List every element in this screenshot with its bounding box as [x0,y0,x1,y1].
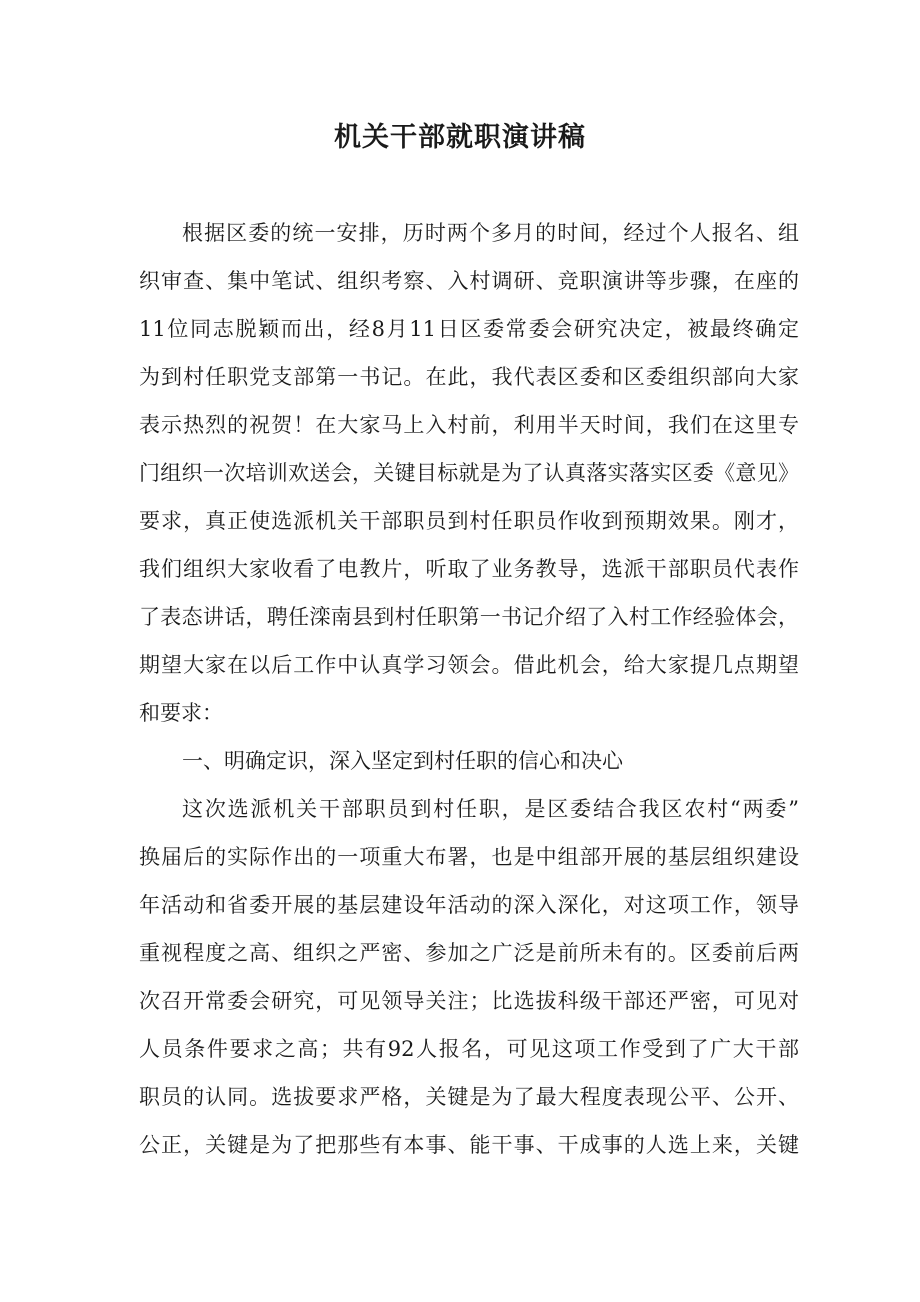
body-line: 为到村任职党支部第一书记。在此，我代表区委和区委组织部向大家 [139,365,799,389]
body-line: 织审查、集中笔试、组织考察、入村调研、竞职演讲等步骤，在座的 [139,269,799,293]
body-line: 表示热烈的祝贺！在大家马上入村前，利用半天时间，我们在这里专 [139,413,799,437]
section-heading: 一、明确定识，深入坚定到村任职的信心和决心 [182,749,623,773]
document-title: 机关干部就职演讲稿 [334,122,586,153]
body-line: 11位同志脱颖而出，经8月11日区委常委会研究决定，被最终确定 [139,317,799,341]
body-line: 重视程度之高、组织之严密、参加之广泛是前所未有的。区委前后两 [139,941,799,965]
body-line: 次召开常委会研究，可见领导关注；比选拔科级干部还严密，可见对 [139,989,799,1013]
body-line: 我们组织大家收看了电教片，听取了业务教导，选派干部职员代表作 [139,557,799,581]
body-line: 要求，真正使选派机关干部职员到村任职员作收到预期效果。刚才， [139,509,799,533]
body-line: 年活动和省委开展的基层建设年活动的深入深化，对这项工作，领导 [139,893,799,917]
body-line: 换届后的实际作出的一项重大布署，也是中组部开展的基层组织建设 [139,845,799,869]
body-line: 和要求： [139,701,223,725]
body-line: 根据区委的统一安排，历时两个多月的时间，经过个人报名、组 [182,221,799,245]
body-line: 这次选派机关干部职员到村任职，是区委结合我区农村“两委” [182,797,799,821]
body-line: 门组织一次培训欢送会，关键目标就是为了认真落实落实区委《意见》 [139,461,799,485]
body-line: 人员条件要求之高；共有92人报名，可见这项工作受到了广大干部 [139,1037,799,1061]
body-line: 了表态讲话，聘任滦南县到村任职第一书记介绍了入村工作经验体会， [139,605,799,629]
body-line: 公正，关键是为了把那些有本事、能干事、干成事的人选上来，关键 [139,1133,799,1157]
body-line: 期望大家在以后工作中认真学习领会。借此机会，给大家提几点期望 [139,653,799,677]
body-line: 职员的认同。选拔要求严格，关键是为了最大程度表现公平、公开、 [139,1085,799,1109]
